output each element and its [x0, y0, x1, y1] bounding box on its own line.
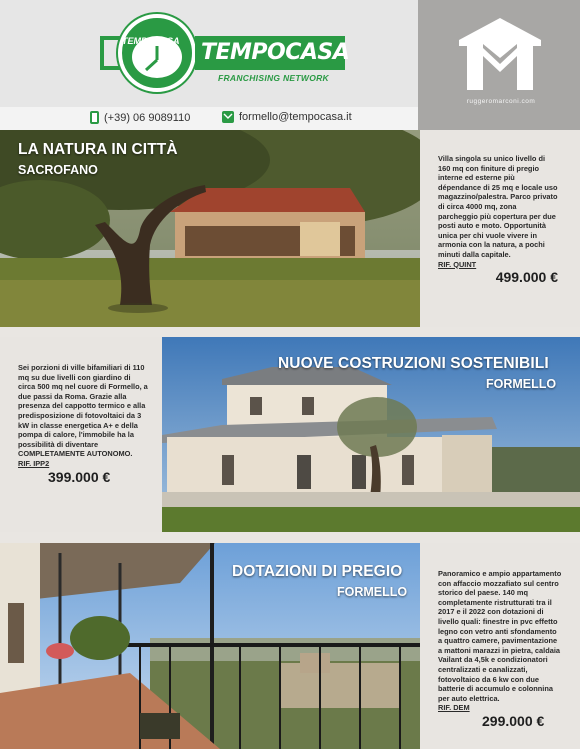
- email-address: formello@tempocasa.it: [239, 111, 352, 123]
- house-m-logo-icon: [455, 14, 545, 94]
- listing-3-description: Panoramico e ampio appartamento con affaccio mozzafiato sul centro storico del paese. 140 mq completamente ristrutturati tra il 2017 e il 2022 con dotazioni di livello quali: finestre in pvc effetto legno con vetro anti sfondamento a quattro camere, pavimentazione a mattoni marazzi in pietra, caldaia Vailant da 4,5k e condizionatori centralizzati e canalizzati, fotovoltaico da 6 kw con due batterie di accumulo e colonnina per auto elettrica.: [438, 569, 562, 703]
- listing-3-location: FORMELLO: [337, 585, 408, 599]
- phone-icon: [90, 111, 99, 124]
- mail-icon: [222, 111, 234, 123]
- logo-tagline: FRANCHISING NETWORK: [218, 73, 329, 83]
- listing-2-description: Sei porzioni di ville bifamiliari di 110 mq su due livelli con giardino di circa 500 mq nel cuore di Formello, a due passi da Roma. Grazie alla presenza del cappotto termico e alla predisposizione di fotovoltaici da 3 kW in classe energetica A+ e della pompa di calore, l'immobile ha la possibilità di diventare COMPLETAMENTE AUTONOMO.: [18, 363, 148, 459]
- contact-bar: [0, 107, 418, 130]
- listing-2-details: [0, 337, 162, 532]
- clock-icon: [118, 14, 196, 92]
- logo-wordmark: TEMPOCASA: [195, 36, 345, 70]
- listing-2-price: 399.000 €: [48, 468, 111, 485]
- listing-3-price: 299.000 €: [482, 712, 545, 729]
- listing-3-ref: RIF. DEM: [438, 703, 470, 713]
- listing-1-location: SACROFANO: [18, 163, 98, 177]
- phone-number: (+39) 06 9089110: [104, 111, 191, 124]
- listing-3-title: DOTAZIONI DI PREGIO: [232, 563, 403, 580]
- phone-contact[interactable]: [90, 111, 190, 124]
- partner-caption: ruggeromarconi.com: [466, 98, 536, 105]
- listing-2-title: NUOVE COSTRUZIONI SOSTENIBILI: [278, 355, 549, 372]
- listing-1-title: LA NATURA IN CITTÀ: [18, 141, 178, 158]
- listing-2-ref: RIF. IPP2: [18, 458, 50, 468]
- listing-1-price: 499.000 €: [495, 269, 558, 286]
- header: [0, 0, 580, 107]
- tempocasa-logo: [100, 14, 350, 94]
- listing-2-location: FORMELLO: [486, 377, 557, 391]
- listing-3-details: [420, 543, 580, 749]
- listing-1-details: [420, 130, 580, 327]
- logo-small-text: TEMPOCASA: [122, 36, 180, 46]
- listing-1-description: Villa singola su unico livello di 160 mq con finiture di pregio interne ed esterne più dépendance di 25 mq e locale uso magazzino/palestra. Parco privato di circa 4000 mq, zona parcheggio più copertura per due posti auto e moto. Opportunità unica per chi vuole vivere in armonia con la natura, a pochi minuti dalla capitale.: [438, 154, 558, 259]
- email-contact[interactable]: [222, 111, 352, 123]
- listing-1-ref: RIF. QUINT: [438, 259, 477, 269]
- listing-1-photo: [0, 130, 420, 327]
